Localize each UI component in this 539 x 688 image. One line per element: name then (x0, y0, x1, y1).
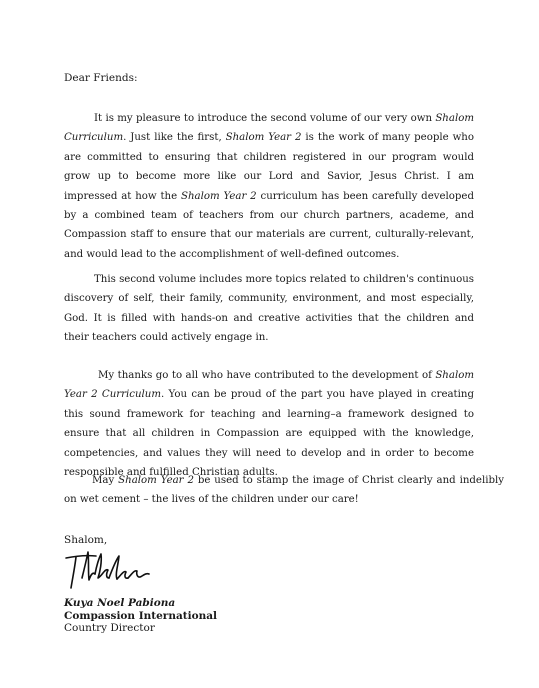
signatory-title: Country Director (64, 622, 155, 634)
blessing-text-c: be used to stamp the image of Christ clearly and indelibly on wet cement – the lives of the children under our care! (64, 475, 505, 506)
signature-block (64, 597, 217, 635)
intro-text-e: is the work of many people who are committed to ensuring that children registered in our program would grow up to become more like our Lord and Savior, Jesus Christ. I am impressed at how the (64, 132, 474, 202)
intro-year-title-2: Shalom Year 2 (181, 190, 257, 202)
handwritten-signature (62, 548, 152, 592)
salutation: Dear Friends: (64, 72, 138, 84)
thanks-text-c: . You can be proud of the part you have played in creating this sound framework for teaching and learning–a framework designed to ensure that all children in Compassion are equipped with the knowledge, competencies, and values they will need to develop and in order to become responsible and fulfilled Christian adults. (64, 389, 474, 479)
blessing-year-title: Shalom Year 2 (118, 475, 194, 486)
signatory-name: Kuya Noel Pabiona (64, 597, 176, 609)
closing: Shalom, (64, 534, 108, 546)
intro-text-a: It is my pleasure to introduce the second volume of our very own (94, 113, 436, 124)
thanks-text-a: My thanks go to all who have contributed to the development of (98, 370, 436, 381)
intro-curriculum-title: Shalom Curriculum (64, 113, 474, 144)
paragraph-second-volume (64, 270, 474, 348)
intro-year-title-1: Shalom Year 2 (225, 132, 302, 144)
paragraph-blessing (64, 471, 504, 510)
signatory-organization: Compassion International (64, 609, 218, 622)
paragraph-thanks (64, 366, 474, 482)
blessing-text-a: May (92, 475, 119, 486)
paragraph-intro (64, 109, 474, 264)
second-volume-text: This second volume includes more topics related to children's continuous discovery of self, their family, community, environment, and most especially, God. It is filled with hands-on and creative activities that the children and their teachers could actively engage in. (64, 274, 475, 344)
thanks-curriculum-title: Shalom Year 2 Curriculum (64, 370, 474, 401)
intro-text-c: . Just like the first, (123, 132, 226, 144)
intro-text-g: curriculum has been carefully developed by a combined team of teachers from our church partners, academe, and Compassion staff to ensure that our materials are current, culturally-relevant, and would lead to the accomplishment of well-defined outcomes. (64, 190, 474, 260)
